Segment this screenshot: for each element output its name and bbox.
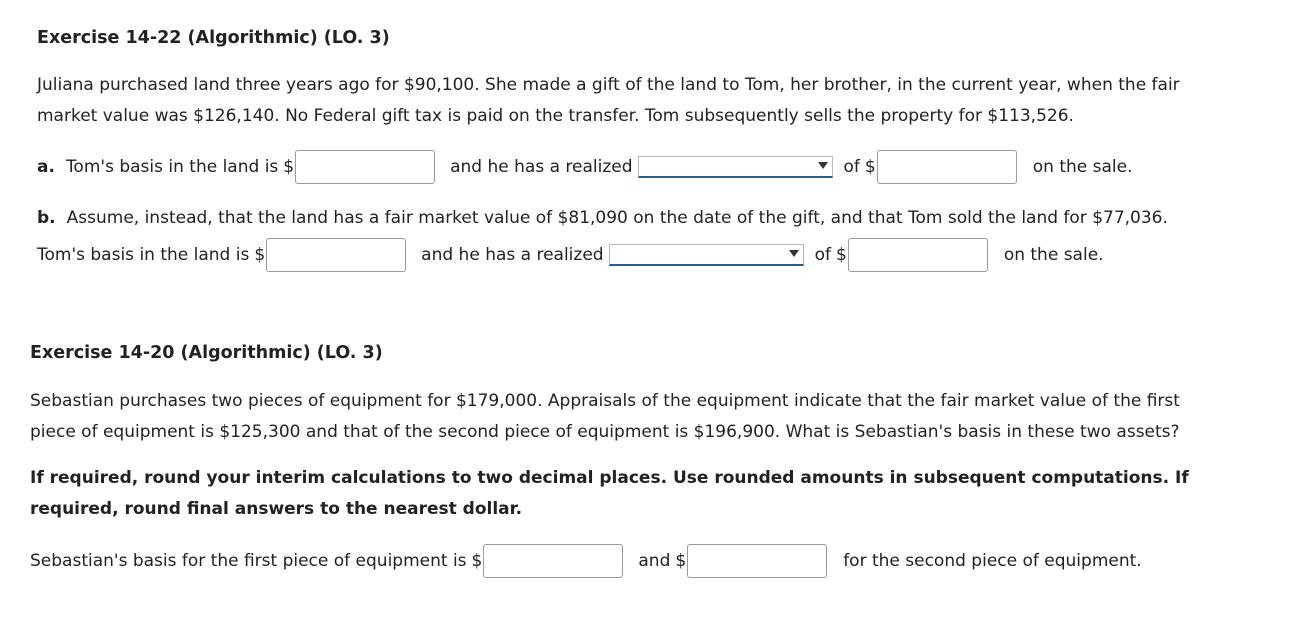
dollar-sign: $ bbox=[471, 551, 483, 571]
exercise-2-title: Exercise 14-20 (Algorithmic) (LO. 3) bbox=[30, 343, 383, 363]
part-b-gain-loss-select[interactable] bbox=[609, 244, 804, 266]
dollar-sign: $ bbox=[254, 245, 266, 265]
part-b-answer-row bbox=[37, 238, 1104, 272]
dollar-sign: $ bbox=[675, 551, 687, 571]
exercise-2-answer-row bbox=[30, 544, 1142, 578]
exercise-2-problem-line-2: piece of equipment is $125,300 and that of the second piece of equipment is $196,900. What is Sebastian's basis in these two assets? bbox=[30, 422, 1180, 442]
part-a-of-label: of bbox=[843, 157, 860, 177]
exercise-2-problem-line-1: Sebastian purchases two pieces of equipment for $179,000. Appraisals of the equipment indicate that the fair market value of the first bbox=[30, 391, 1180, 411]
part-a-basis-label: Tom's basis in the land is bbox=[65, 157, 279, 177]
second-equipment-label: for the second piece of equipment. bbox=[843, 551, 1142, 571]
dollar-sign: $ bbox=[835, 245, 847, 265]
part-b-sale-label: on the sale. bbox=[1003, 245, 1104, 265]
part-a-answer-row bbox=[37, 150, 1133, 184]
part-a-amount-input[interactable] bbox=[877, 150, 1017, 184]
dollar-sign: $ bbox=[283, 157, 295, 177]
chevron-down-icon bbox=[789, 250, 799, 257]
part-b-basis-input[interactable] bbox=[266, 238, 406, 272]
exercise-1-problem bbox=[37, 70, 1180, 132]
exercise-2-instructions bbox=[30, 463, 1189, 525]
part-b-letter: b. bbox=[37, 208, 56, 228]
second-equipment-basis-input[interactable] bbox=[687, 544, 827, 578]
part-a-realized-label: and he has a realized bbox=[450, 157, 633, 177]
part-b-question-text: Assume, instead, that the land has a fair market value of $81,090 on the date of the gift, and that Tom sold the land for $77,036. bbox=[66, 208, 1168, 228]
exercise-2-instructions-line-2: required, round final answers to the nearest dollar. bbox=[30, 499, 523, 519]
exercise-1-title: Exercise 14-22 (Algorithmic) (LO. 3) bbox=[37, 28, 390, 48]
and-label: and bbox=[638, 551, 671, 571]
part-a-sale-label: on the sale. bbox=[1032, 157, 1133, 177]
dollar-sign: $ bbox=[864, 157, 876, 177]
exercise-2-instructions-line-1: If required, round your interim calculations to two decimal places. Use rounded amounts in subsequent computations. If bbox=[30, 468, 1189, 488]
chevron-down-icon bbox=[818, 162, 828, 169]
part-b-question-row bbox=[37, 201, 1168, 235]
part-b-amount-input[interactable] bbox=[848, 238, 988, 272]
first-equipment-label: Sebastian's basis for the first piece of equipment is bbox=[30, 551, 467, 571]
part-a-letter: a. bbox=[37, 157, 55, 177]
part-a-gain-loss-select[interactable] bbox=[638, 156, 833, 178]
first-equipment-basis-input[interactable] bbox=[483, 544, 623, 578]
exercise-1-problem-line-1: Juliana purchased land three years ago for $90,100. She made a gift of the land to Tom, her brother, in the current year, when the fair bbox=[37, 75, 1180, 95]
part-b-basis-label: Tom's basis in the land is bbox=[37, 245, 250, 265]
part-b-realized-label: and he has a realized bbox=[421, 245, 604, 265]
part-a-basis-input[interactable] bbox=[295, 150, 435, 184]
part-b-of-label: of bbox=[814, 245, 831, 265]
exercise-1-problem-line-2: market value was $126,140. No Federal gift tax is paid on the transfer. Tom subsequently sells the property for $113,526. bbox=[37, 106, 1074, 126]
exercise-2-problem bbox=[30, 386, 1180, 448]
